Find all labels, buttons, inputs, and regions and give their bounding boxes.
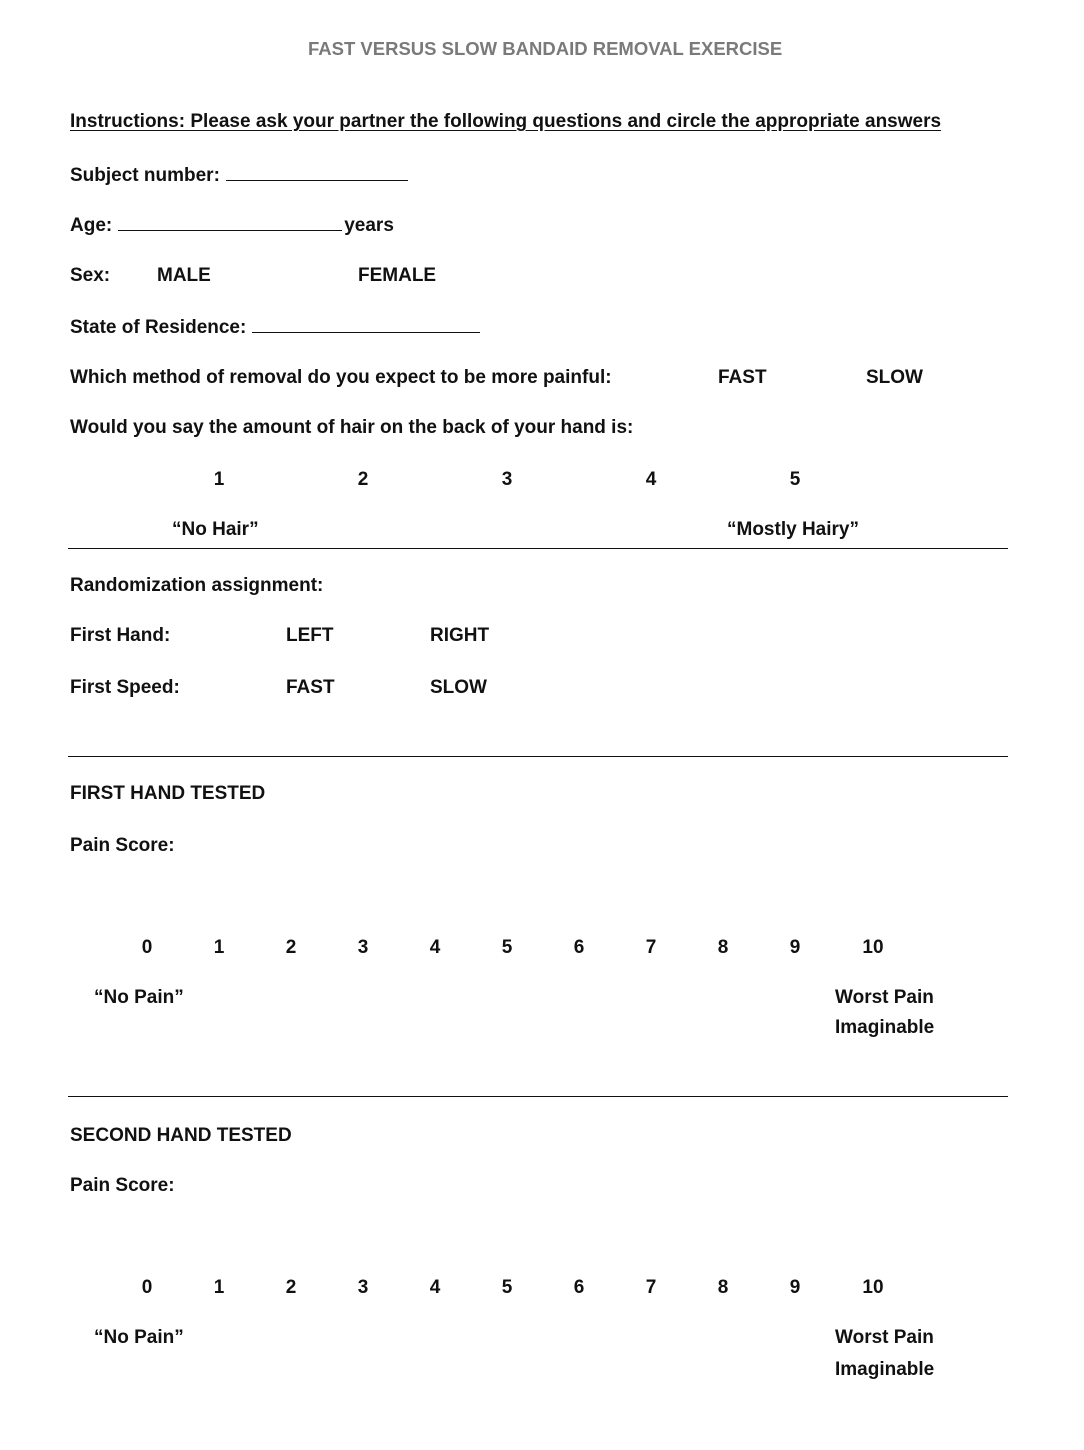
first-pain-low-anchor: “No Pain” <box>94 987 184 1008</box>
first-pain-score-label: Pain Score: <box>70 835 175 856</box>
second-pain-scale-option[interactable]: 6 <box>573 1277 585 1298</box>
hair-scale-option[interactable]: 2 <box>357 469 369 490</box>
age-row <box>70 214 394 235</box>
painful-question: Which method of removal do you expect to be more painful: <box>70 367 612 388</box>
hair-scale-option[interactable]: 4 <box>645 469 657 490</box>
first-pain-scale-option[interactable]: 5 <box>501 937 513 958</box>
second-pain-scale-option[interactable]: 0 <box>141 1277 153 1298</box>
second-pain-scale-option[interactable]: 1 <box>213 1277 225 1298</box>
first-pain-high-anchor: Worst Pain <box>835 987 934 1008</box>
randomization-heading: Randomization assignment: <box>70 575 324 596</box>
first-pain-scale-option[interactable]: 7 <box>645 937 657 958</box>
sex-label: Sex: <box>70 265 111 286</box>
first-pain-scale-option[interactable]: 10 <box>862 937 884 958</box>
first-hand-label: First Hand: <box>70 625 171 646</box>
first-hand-option-right[interactable]: RIGHT <box>430 625 490 646</box>
section-divider <box>68 548 1008 549</box>
first-test-heading: FIRST HAND TESTED <box>70 783 266 804</box>
age-label: Age: <box>70 215 113 236</box>
age-unit: years <box>344 215 394 236</box>
subject-number-row <box>70 164 408 185</box>
first-pain-scale-option[interactable]: 8 <box>717 937 729 958</box>
first-pain-high-anchor: Imaginable <box>835 1017 935 1038</box>
first-speed-option-slow[interactable]: SLOW <box>430 677 487 698</box>
second-test-heading: SECOND HAND TESTED <box>70 1125 292 1146</box>
section-divider <box>68 1096 1008 1097</box>
hair-scale-option[interactable]: 3 <box>501 469 513 490</box>
subject-number-label: Subject number: <box>70 165 220 186</box>
first-pain-scale-option[interactable]: 4 <box>429 937 441 958</box>
first-pain-scale-option[interactable]: 1 <box>213 937 225 958</box>
painful-option-fast[interactable]: FAST <box>718 367 767 388</box>
first-pain-scale-option[interactable]: 6 <box>573 937 585 958</box>
hair-high-anchor: “Mostly Hairy” <box>727 519 859 540</box>
page-title: FAST VERSUS SLOW BANDAID REMOVAL EXERCISE <box>308 38 783 59</box>
first-speed-label: First Speed: <box>70 677 180 698</box>
second-pain-scale-option[interactable]: 9 <box>789 1277 801 1298</box>
second-pain-scale-option[interactable]: 10 <box>862 1277 884 1298</box>
sex-option-male[interactable]: MALE <box>157 265 211 286</box>
second-pain-scale-option[interactable]: 7 <box>645 1277 657 1298</box>
section-divider <box>68 756 1008 757</box>
second-pain-high-anchor: Imaginable <box>835 1359 935 1380</box>
residence-field[interactable] <box>252 316 480 333</box>
second-pain-low-anchor: “No Pain” <box>94 1327 184 1348</box>
first-pain-scale-option[interactable]: 2 <box>285 937 297 958</box>
hair-scale-option[interactable]: 5 <box>789 469 801 490</box>
hair-low-anchor: “No Hair” <box>172 519 259 540</box>
second-pain-scale-option[interactable]: 5 <box>501 1277 513 1298</box>
first-speed-option-fast[interactable]: FAST <box>286 677 335 698</box>
second-pain-high-anchor: Worst Pain <box>835 1327 934 1348</box>
age-field[interactable] <box>118 214 342 231</box>
hair-question: Would you say the amount of hair on the back of your hand is: <box>70 417 634 438</box>
subject-number-field[interactable] <box>226 164 408 181</box>
second-pain-scale-option[interactable]: 8 <box>717 1277 729 1298</box>
residence-row <box>70 316 480 337</box>
first-pain-scale-option[interactable]: 9 <box>789 937 801 958</box>
instructions-text: Instructions: Please ask your partner the following questions and circle the appropriate answers <box>70 111 942 132</box>
second-pain-scale-option[interactable]: 2 <box>285 1277 297 1298</box>
first-pain-scale-option[interactable]: 3 <box>357 937 369 958</box>
sex-option-female[interactable]: FEMALE <box>358 265 437 286</box>
hair-scale-option[interactable]: 1 <box>213 469 225 490</box>
second-pain-scale-option[interactable]: 3 <box>357 1277 369 1298</box>
second-pain-scale-option[interactable]: 4 <box>429 1277 441 1298</box>
first-hand-option-left[interactable]: LEFT <box>286 625 334 646</box>
first-pain-scale-option[interactable]: 0 <box>141 937 153 958</box>
residence-label: State of Residence: <box>70 317 247 338</box>
second-pain-score-label: Pain Score: <box>70 1175 175 1196</box>
painful-option-slow[interactable]: SLOW <box>866 367 923 388</box>
